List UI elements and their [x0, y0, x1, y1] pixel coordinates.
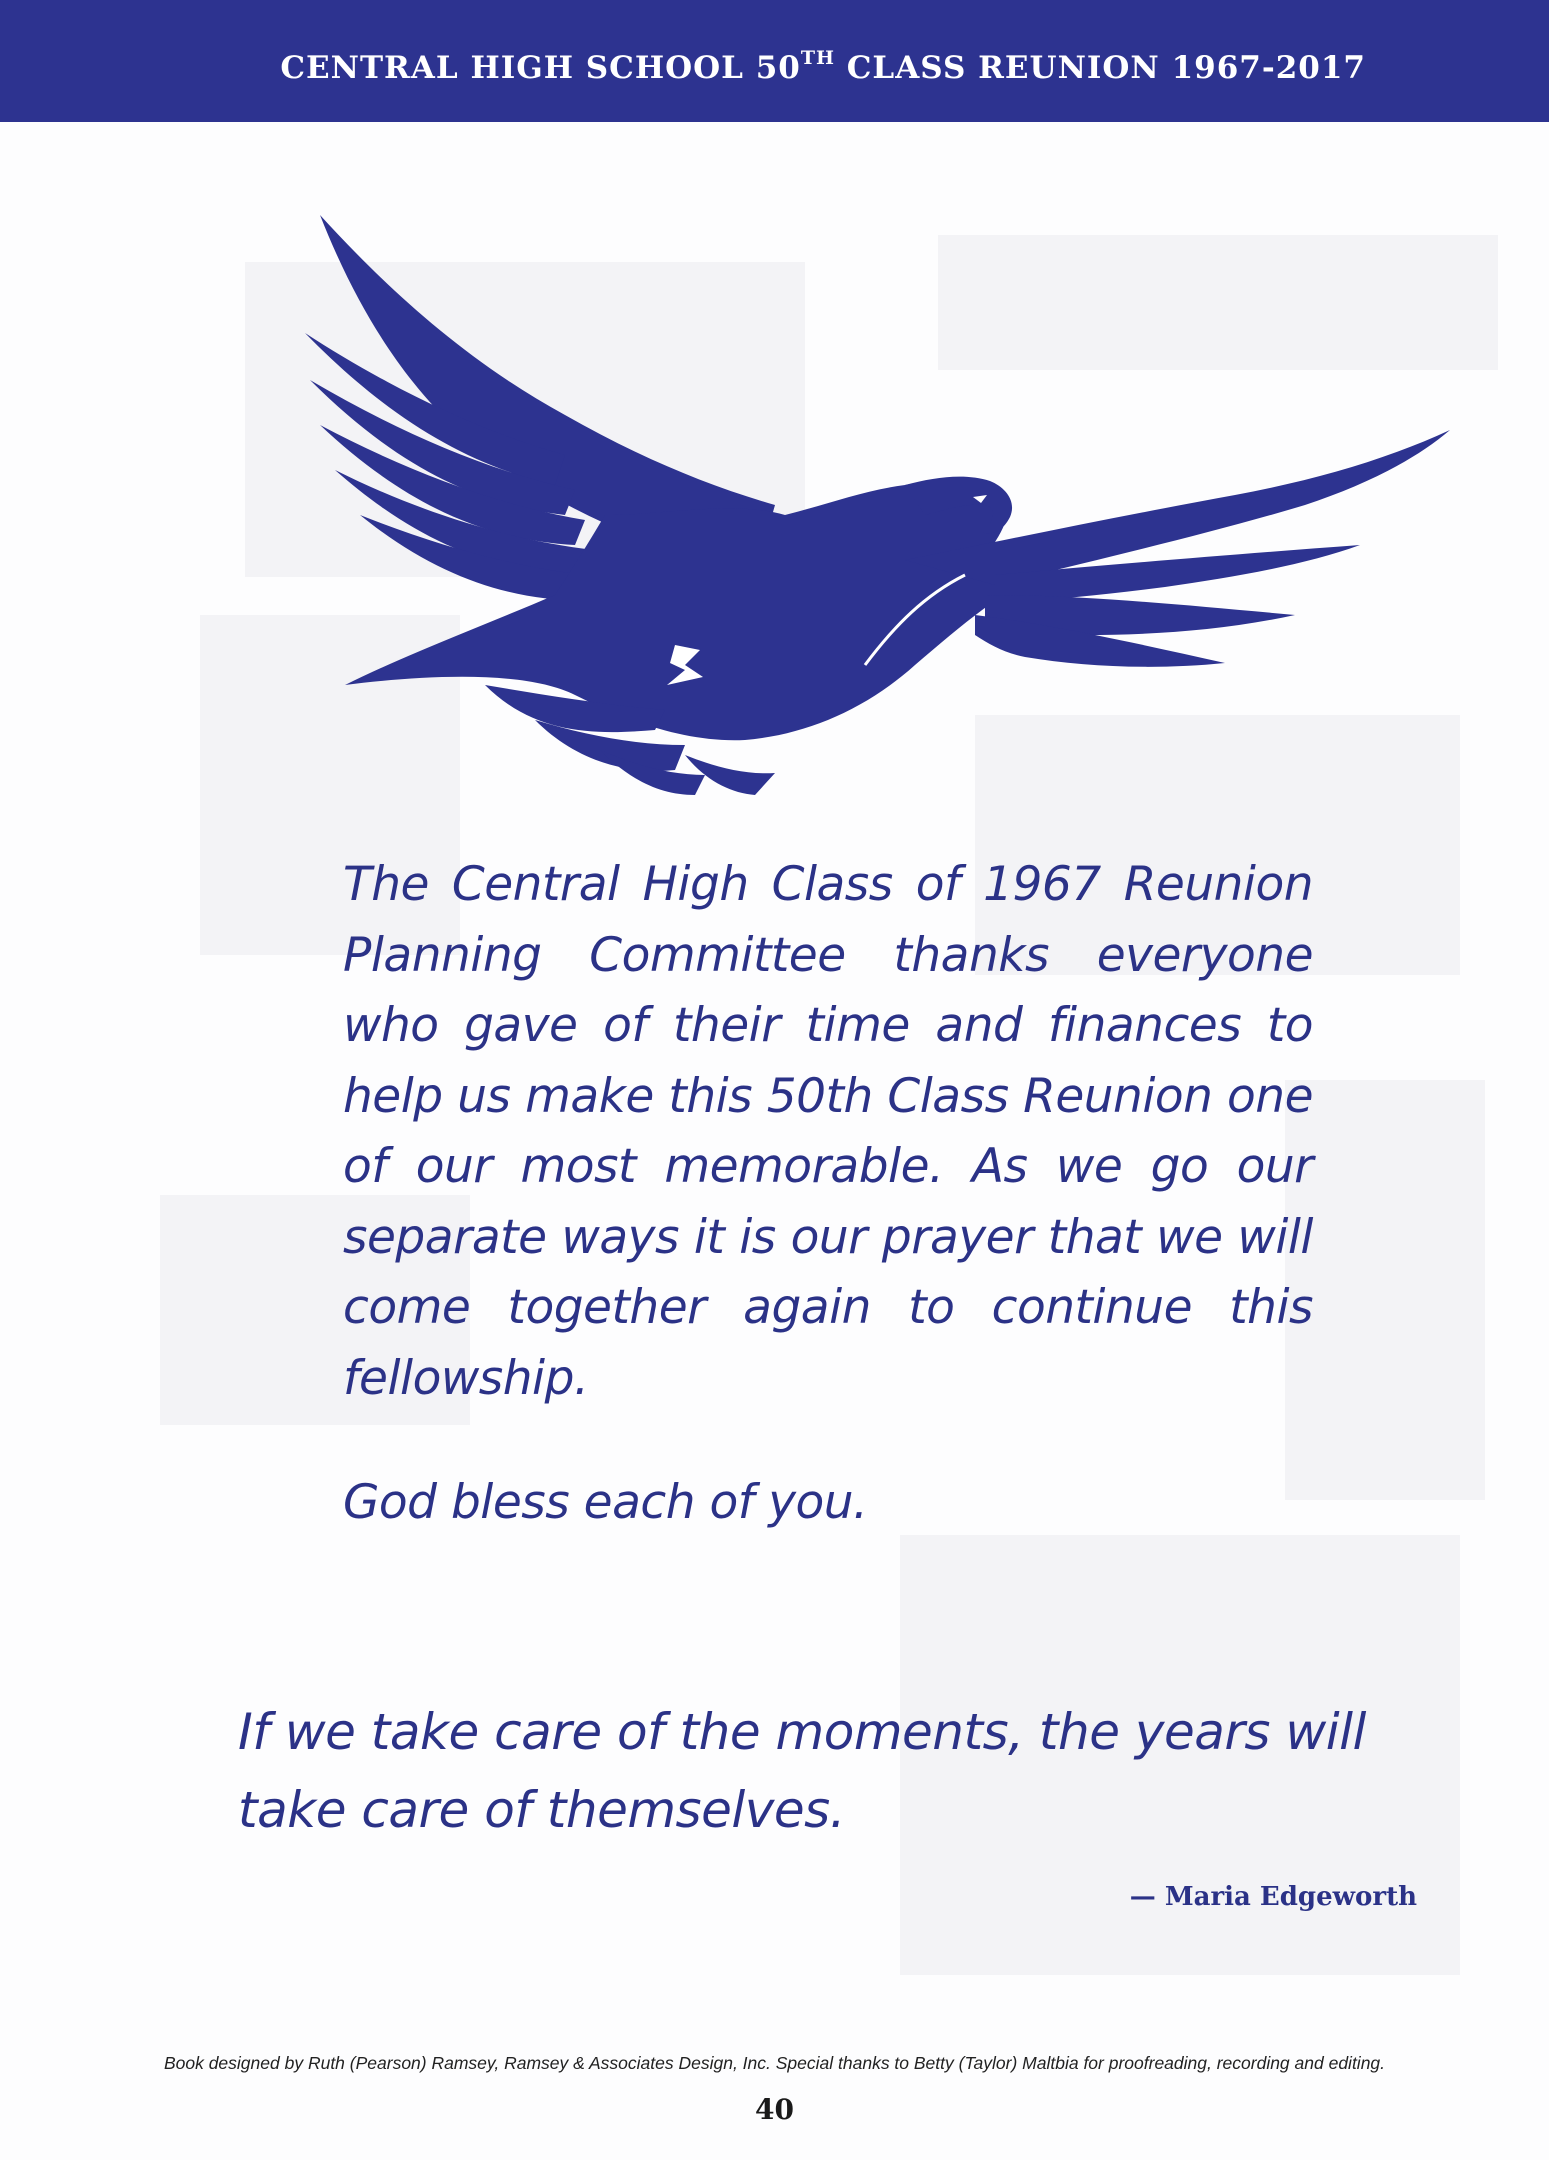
header-title-prefix: CENTRAL HIGH SCHOOL 50 — [280, 50, 801, 86]
page-number: 40 — [755, 2093, 794, 2126]
background-ghost-photo — [1285, 1080, 1485, 1500]
header-title-suffix: CLASS REUNION 1967-2017 — [834, 50, 1366, 86]
blessing-text: God bless each of you. — [343, 1475, 868, 1530]
quote-text: If we take care of the moments, the years will take care of themselves. — [238, 1703, 1366, 1839]
eagle-icon — [305, 215, 1455, 795]
header-title-superscript: TH — [800, 47, 835, 69]
header-title — [280, 47, 1366, 86]
quote-attribution: — Maria Edgeworth — [1129, 1882, 1417, 1912]
thank-you-message: The Central High Class of 1967 Reunion Planning Committee thanks everyone who gave of their time and finances to help us make this 50th Class Reunion one of our most memorable. As we go our separate ways it is our prayer that we will come together again to continue this fellowship. — [343, 857, 1313, 1406]
header-band — [0, 0, 1549, 122]
design-credits: Book designed by Ruth (Pearson) Ramsey, Ramsey & Associates Design, Inc. Special thanks to Betty (Taylor) Maltbia for proofreading, recording and editing. — [163, 2053, 1386, 2073]
